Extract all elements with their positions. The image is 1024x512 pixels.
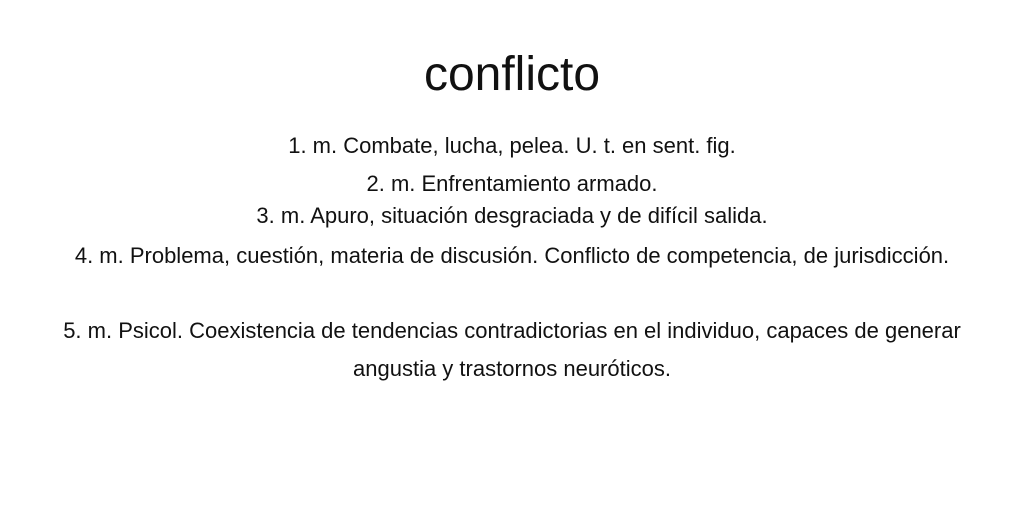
definition-4: 4. m. Problema, cuestión, materia de discusión. Conflicto de competencia, de jurisdicción. — [74, 243, 950, 268]
entry-title: conflicto — [423, 48, 601, 101]
definition-1: 1. m. Combate, lucha, pelea. U. t. en sent. fig. — [288, 133, 736, 158]
definition-3: 3. m. Apuro, situación desgraciada y de difícil salida. — [256, 203, 768, 228]
definition-2: 2. m. Enfrentamiento armado. — [366, 171, 658, 196]
definition-5: 5. m. Psicol. Coexistencia de tendencias contradictorias en el individuo, capaces de generar angustia y trastornos neuróticos. — [63, 318, 961, 381]
